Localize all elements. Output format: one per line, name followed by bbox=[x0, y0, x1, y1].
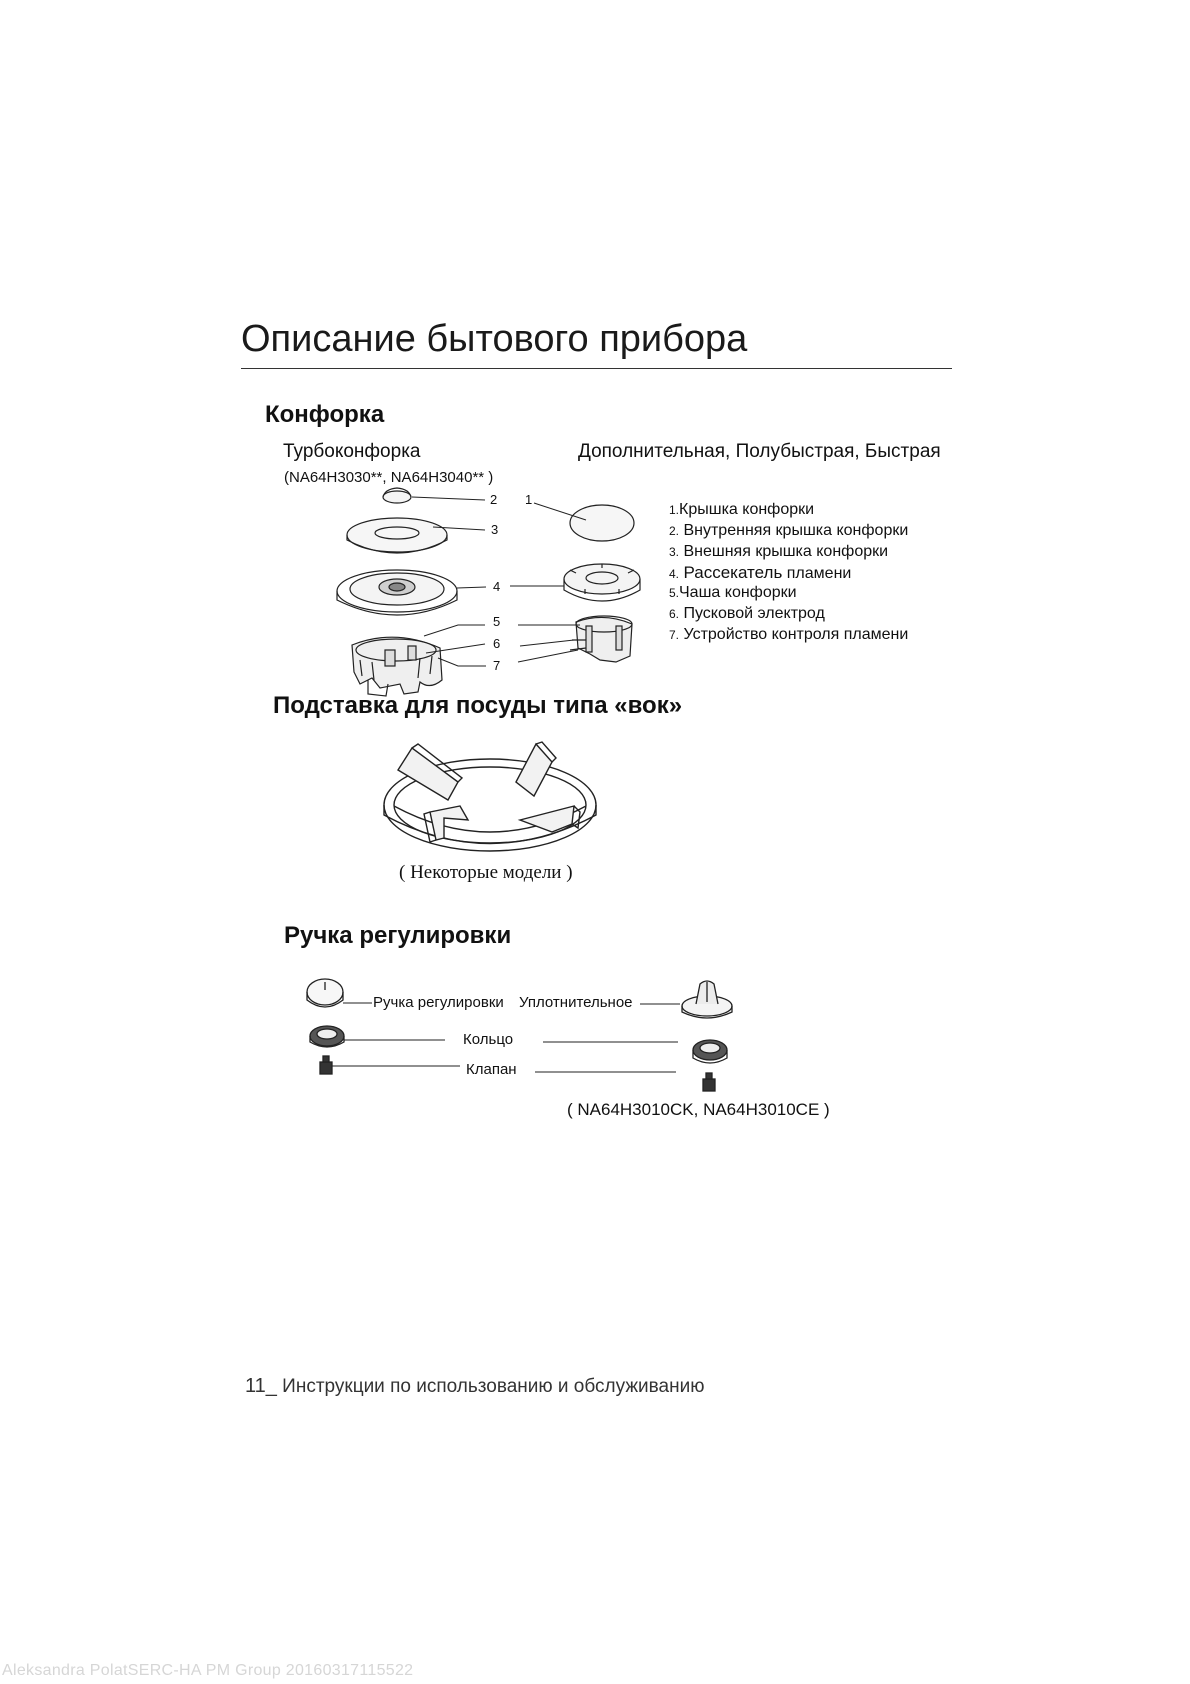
other-burner-label: Дополнительная, Полубыстрая, Быстрая bbox=[578, 441, 941, 462]
legend-item-number: 7. bbox=[669, 628, 680, 642]
legend-item-text-bold: Рассекатель bbox=[683, 563, 783, 582]
legend-item-text: Внешняя крышка конфорки bbox=[683, 543, 889, 560]
seal-ring-drawing-left bbox=[310, 1026, 344, 1047]
seal-label: Уплотнительное bbox=[519, 994, 633, 1011]
ring-label: Кольцо bbox=[463, 1031, 514, 1048]
callout-number-4: 4 bbox=[493, 579, 501, 594]
legend-item-text: Внутренняя крышка конфорки bbox=[683, 522, 909, 539]
callout-number-1: 1 bbox=[525, 492, 533, 507]
legend-item-text: Пусковой электрод bbox=[683, 605, 825, 622]
legend-item-text: пламени bbox=[786, 565, 852, 582]
watermark: Aleksandra PolatSERC-HA PM Group 20160317115522 bbox=[2, 1662, 414, 1679]
callout-number-2: 2 bbox=[490, 492, 498, 507]
legend-item-number: 6. bbox=[669, 607, 680, 621]
callout-number-5: 5 bbox=[493, 614, 501, 629]
page-title: Описание бытового прибора bbox=[241, 318, 748, 360]
valve-drawing-left bbox=[320, 1056, 332, 1074]
burner-heading: Конфорка bbox=[265, 401, 385, 428]
legend-item-number: 2. bbox=[669, 524, 680, 538]
legend-item-number: 4. bbox=[669, 567, 680, 581]
page-footer bbox=[245, 1375, 704, 1398]
legend-item-text: Устройство контроля пламени bbox=[683, 626, 909, 643]
wok-support-heading: Подставка для посуды типа «вок» bbox=[273, 692, 683, 719]
wok-support-note: ( Некоторые модели ) bbox=[399, 862, 573, 883]
turbo-burner-models: (NA64H3030**, NA64H3040** ) bbox=[284, 469, 494, 486]
page-number: 11_ bbox=[245, 1375, 277, 1397]
knob-label: Ручка регулировки bbox=[373, 994, 504, 1011]
control-knob-heading: Ручка регулировки bbox=[284, 922, 512, 949]
legend-item-number: 3. bbox=[669, 545, 680, 559]
knob-models: ( NA64H3010CK, NA64H3010CE ) bbox=[567, 1100, 830, 1119]
footer-text: Инструкции по использованию и обслуживанию bbox=[282, 1376, 705, 1397]
seal-ring-drawing-right bbox=[693, 1040, 727, 1063]
legend-item-text: Крышка конфорки bbox=[679, 501, 815, 518]
valve-label: Клапан bbox=[466, 1061, 517, 1078]
legend-item-number: 1. bbox=[669, 503, 680, 517]
callout-number-7: 7 bbox=[493, 658, 501, 673]
legend-item-text: Чаша конфорки bbox=[679, 584, 797, 601]
legend-item-number: 5. bbox=[669, 586, 680, 600]
knob-drawing-left bbox=[307, 979, 343, 1007]
valve-drawing-right bbox=[703, 1073, 715, 1091]
turbo-burner-label: Турбоконфорка bbox=[283, 441, 421, 462]
callout-number-6: 6 bbox=[493, 636, 501, 651]
knob-drawing-right bbox=[682, 981, 732, 1018]
callout-number-3: 3 bbox=[491, 522, 499, 537]
